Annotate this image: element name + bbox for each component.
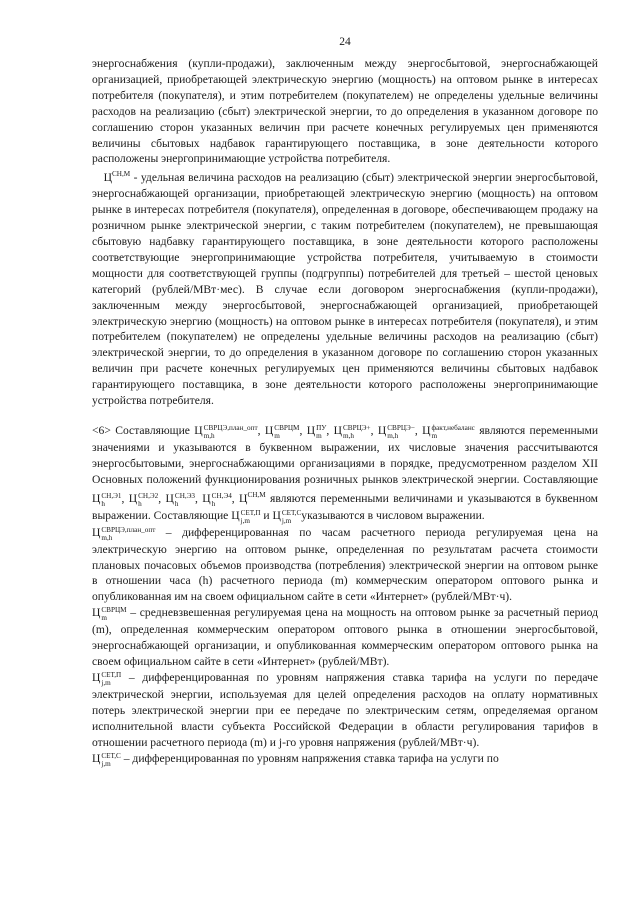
paragraph-2-text: - удельная величина расходов на реализацию (сбыт) электрической энергии энергосбытовой, энергоснабжающей организации, приобретающей электрическую энергию (мощность) на оптовом рынке в интересах потребителя (покупателя), определенная в договоре, обеспечивающем продажу на розничном рынке электрической энергии, с таким потребителем (покупателем), не превышающая сбытовую надбавку гарантирующего поставщика, в зоне деятельности которого расположены соответствующие энергопринимающие устройства потребителя, учитываемую в стоимости мощности для соответствующей группы (подгруппы) потребителей для третьей – шестой ценовых категорий (рублей/МВт·мес). В случае если договором энергоснабжения (купли-продажи), заключенным между энергосбытовой, энергоснабжающей организацией, приобретающей электрическую энергию (мощность) на оптовом рынке в интересах потребителя (покупателя), и этим потребителем (покупателем) не определены удельные величины расходов на реализацию (сбыт) электрической энергии, то до определения в указанном договоре по соглашению сторон указанных величин при расчете конечных регулируемых цен применяются величины сбытовых надбавок гарантирующего поставщика, в зоне деятельности которого расположены энергопринимающие устройства потребителя. xyxy=(92,171,598,408)
superscript: СН,М xyxy=(247,490,266,499)
index-block: СЕТ,П j,m xyxy=(101,671,122,687)
index-block: СВРЦМ m xyxy=(274,423,300,440)
paragraph-3-text-b: являются переменными величинами и указываются в буквенном выражении. Составляющие xyxy=(92,491,598,522)
document-page xyxy=(92,36,598,768)
index-block: СН,Э4 h xyxy=(211,491,232,508)
symbol-c: Ц xyxy=(103,171,112,185)
superscript: СН,М xyxy=(111,170,131,179)
index-block: ПУ m xyxy=(316,423,327,440)
paragraph-2 xyxy=(92,167,598,409)
paragraph-4-text: – дифференцированная по часам расчетного периода регулируемая цена на электрическую энергию на оптовом рынке, определенная по результатам расчета стоимости плановых почасовых объемов производства (потребления) электрической энергии на оптовом рынке в отношении часа (h) расчетного периода (m) коммерческим оператором оптового рынка и опубликованная им на своем официальном сайте в сети «Интернет» (рублей/МВт·ч). xyxy=(92,525,598,604)
paragraph-5-text: – средневзвешенная регулируемая цена на мощность на оптовом рынке за расчетный период (m), определенная коммерческим оператором оптового рынка в отношении энергосбытовой, энергоснабжающей организации, и опубликованная коммерческим оператором оптового рынка на своем официальном сайте в сети «Интернет» (рублей/МВт). xyxy=(92,606,598,669)
note-lead: <6> Составляющие xyxy=(92,423,195,437)
paragraph-6: Ц СЕТ,П j,m – дифференцированная по уровням напряжения ставка тарифа на услуги по передаче электрической энергии, используемая для целей определения расходов на оплату нормативных потерь электрической энергии при ее передаче по электрическим сетям, определяемая органом исполнительной власти субъекта Российской Федерации в области регулирования тарифов в отношении расчетного периода (m) и j-го уровня напряжения (рублей/МВт·ч). xyxy=(92,671,598,749)
index-block: СЕТ,С j,m xyxy=(101,751,121,768)
index-block: СВРЦЭ+ m,h xyxy=(343,423,371,440)
paragraph-5: Ц СВРЦМ m – средневзвешенная регулируемая цена на мощность на оптовом рынке за расчетный период (m), определенная коммерческим оператором оптового рынка в отношении энергосбытовой, энергоснабжающей организации, и опубликованная коммерческим оператором оптового рынка на своем официальном сайте в сети «Интернет» (рублей/МВт). xyxy=(92,606,598,669)
paragraph-3-text-a: являются переменными значениями и указываются в буквенном выражении, их числовые значения рассчитываются энергосбытовыми, энергоснабжающими организациями в порядке, предусмотренном разделом XII Основных положений функционирования розничных рынков электрической энергии. Составляющие xyxy=(92,423,599,486)
paragraph-1: энергоснабжения (купли-продажи), заключенным между энергосбытовой, энергоснабжающей организацией, приобретающей электрическую энергию (мощность) на оптовом рынке в интересах потребителя (покупателя), и этим потребителем (покупателем) не определены удельные величины расходов на реализацию (сбыт) электрической энергии, то до определения в указанном договоре по соглашению сторон указанных величин при расчете конечных регулируемых цен применяются величины сбытовых надбавок гарантирующего поставщика, в зоне деятельности которого расположены энергопринимающие устройства потребителя. xyxy=(92,57,598,166)
conjunction: и xyxy=(260,508,273,522)
index-block: СН,Э2 h xyxy=(138,491,159,508)
index-block: СН,Э3 h xyxy=(174,491,196,508)
index-block: СЕТ,П j,m xyxy=(240,508,261,525)
paragraph-3: <6> Составляющие Ц СВРЦЭ,план_опт m,h , Ц СВРЦМ m , Ц ПУ m , Ц СВРЦЭ+ m,h , Ц СВРЦЭ− m,h , Ц факт,небаланс m являются переменными значениями и указываются в буквенном выражении, их числовые значения рассчитываются энергосбытовыми, энергоснабжающими организациями в порядке, предусмотренном разделом XII Основных положений функционирования розничных рынков электрической энергии. Составляющие Ц СН,Э1 h , Ц СН,Э2 h , Ц СН,Э3 h , Ц СН,Э4 h , $Ц^{СН,М}$ являются переменными величинами и указываются в буквенном выражении. Составляющие Ц СЕТ,П j,m и Ц СЕТ,С j,m указываются в числовом выражении. xyxy=(92,423,599,525)
index-block: СВРЦЭ,план_опт m,h xyxy=(101,525,156,542)
page-number: 24 xyxy=(339,36,351,48)
index-block: СВРЦЭ− m,h xyxy=(387,423,415,440)
index-block: СВРЦЭ,план_опт m,h xyxy=(203,423,258,440)
paragraph-4: Ц СВРЦЭ,план_опт m,h – дифференцированная по часам расчетного периода регулируемая цена на электрическую энергию на оптовом рынке, определенная по результатам расчета стоимости плановых почасовых объемов производства (потребления) электрической энергии на оптовом рынке в отношении часа (h) расчетного периода (m) коммерческим оператором оптового рынка и опубликованная им на своем официальном сайте в сети «Интернет» (рублей/МВт·ч). xyxy=(92,525,598,604)
paragraph-3-text-c: указываются в числовом выражении. xyxy=(301,508,485,522)
index-block: СВРЦМ m xyxy=(101,606,127,623)
index-block: СН,Э1 h xyxy=(101,491,122,508)
paragraph-7-text: – дифференцированная по уровням напряжения ставка тарифа на услуги по xyxy=(120,751,499,765)
paragraph-6-text: – дифференцированная по уровням напряжения ставка тарифа на услуги по передаче электрической энергии, используемая для целей определения расходов на оплату нормативных потерь электрической энергии при ее передаче по электрическим сетям, определяемая органом исполнительной власти субъекта Российской Федерации в области регулирования тарифов в отношении расчетного периода (m) и j-го уровня напряжения (рублей/МВт·ч). xyxy=(92,671,598,749)
index-block: факт,небаланс m xyxy=(431,423,475,440)
index-block: СЕТ,С j,m xyxy=(281,508,302,525)
paragraph-7: Ц СЕТ,С j,m – дифференцированная по уровням напряжения ставка тарифа на услуги по xyxy=(92,751,499,768)
